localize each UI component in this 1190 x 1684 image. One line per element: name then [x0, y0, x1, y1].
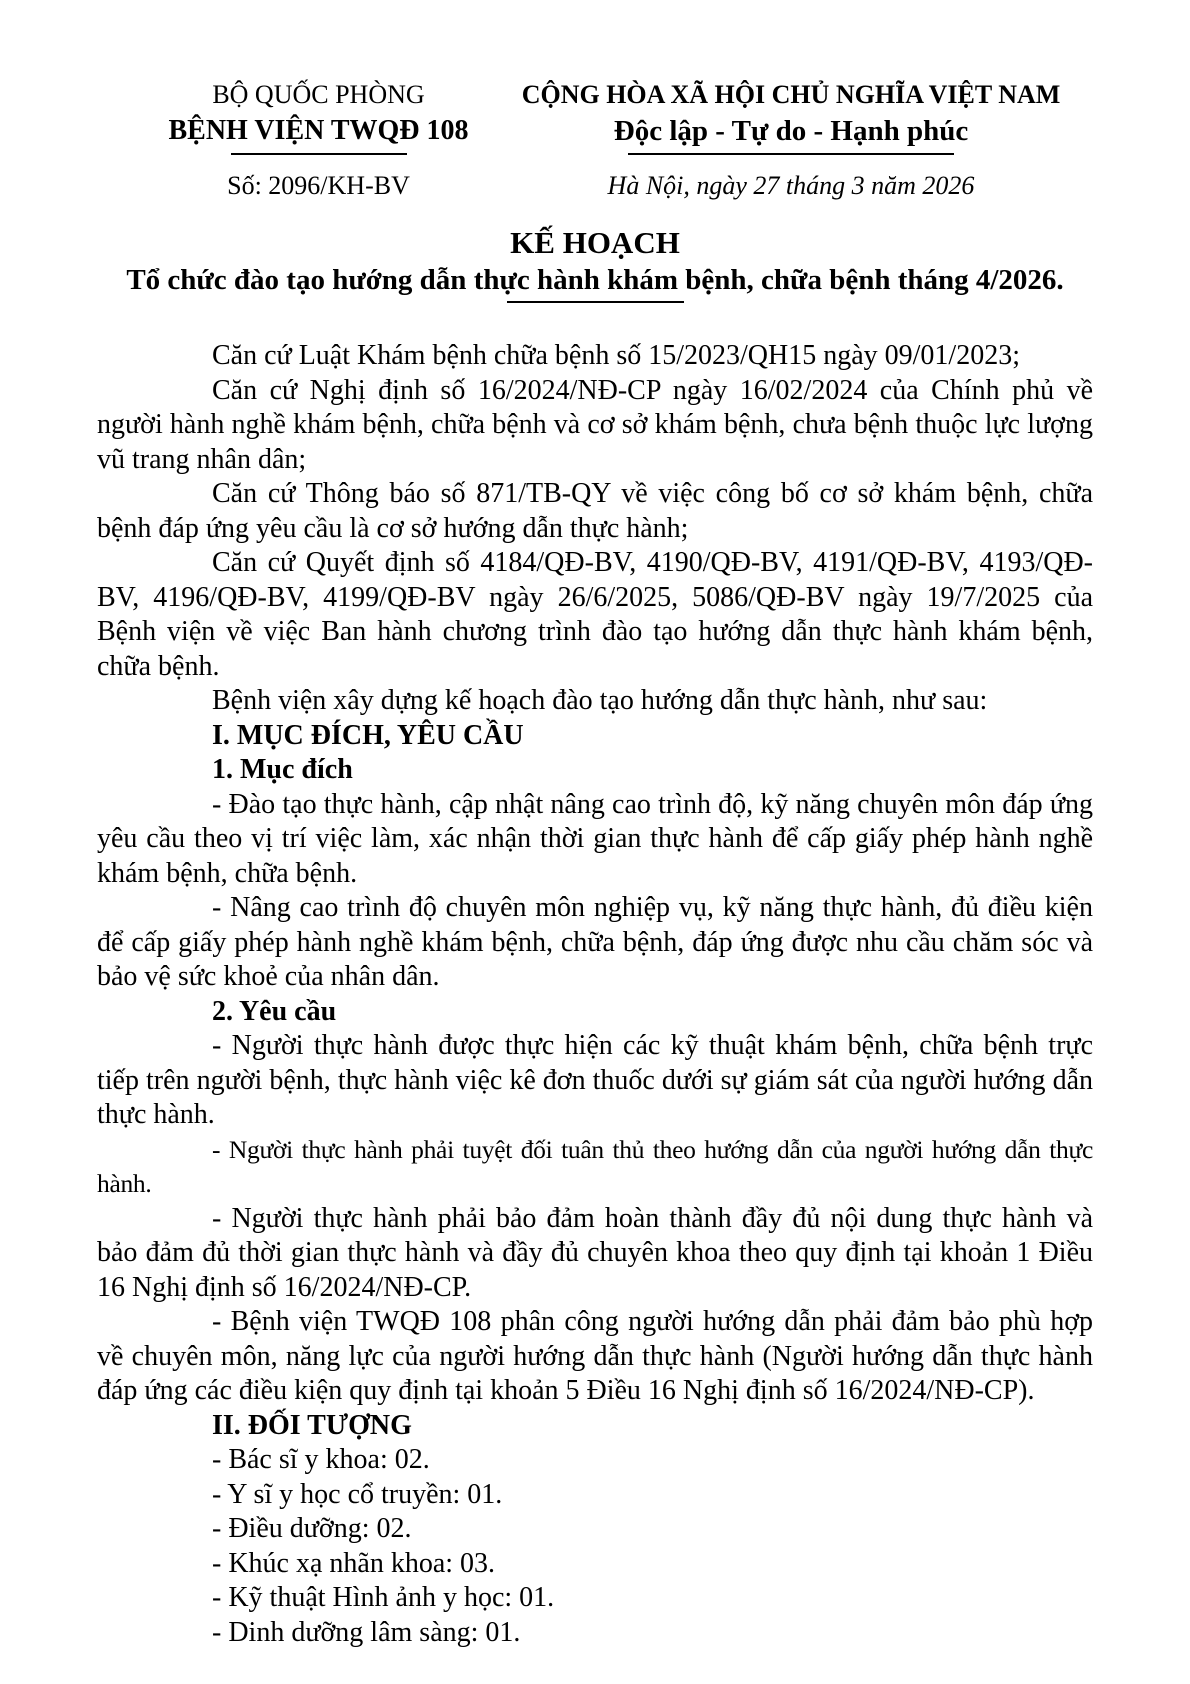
document-header [0, 0, 1190, 224]
paragraph: - Người thực hành được thực hiện các kỹ thuật khám bệnh, chữa bệnh trực tiếp trên người bệnh, thực hành việc kê đơn thuốc dưới sự giám sát của người hướng dẫn thực hành. [97, 1030, 1093, 1130]
org-underline [231, 153, 407, 155]
doc-subtitle: Tổ chức đào tạo hướng dẫn thực hành khám bệnh, chữa bệnh tháng 4/2026. [126, 264, 1064, 296]
paragraph: - Bệnh viện TWQĐ 108 phân công người hướng dẫn phải đảm bảo phù hợp về chuyên môn, năng lực của người hướng dẫn thực hành (Người hướng dẫn thực hành đáp ứng các điều kiện quy định tại khoản 5 Điều 16 Nghị định số 16/2024/NĐ-CP). [97, 1306, 1093, 1406]
section-heading: II. ĐỐI TƯỢNG [212, 1409, 412, 1441]
issuing-org-block [97, 78, 540, 203]
paragraph: Căn cứ Nghị định số 16/2024/NĐ-CP ngày 16/02/2024 của Chính phủ về người hành nghề khám bệnh, chữa bệnh và cơ sở khám bệnh, chưa bệnh thuộc lực lượng vũ trang nhân dân; [97, 374, 1093, 475]
paragraph: Bệnh viện xây dựng kế hoạch đào tạo hướng dẫn thực hành, như sau: [212, 685, 988, 716]
doc-number: Số: 2096/KH-BV [227, 171, 410, 200]
national-title: CỘNG HÒA XÃ HỘI CHỦ NGHĨA VIỆT NAM [521, 80, 1061, 109]
list-item: - Điều dưỡng: 02. [212, 1513, 412, 1544]
list-item: - Dinh dưỡng lâm sàng: 01. [212, 1616, 521, 1648]
paragraph: - Đào tạo thực hành, cập nhật nâng cao trình độ, kỹ năng chuyên môn đáp ứng yêu cầu theo vị trí việc làm, xác nhận thời gian thực hành để cấp giấy phép hành nghề khám bệnh, chữa bệnh. [97, 788, 1093, 889]
motto-underline [628, 153, 954, 155]
paragraph: Căn cứ Quyết định số 4184/QĐ-BV, 4190/QĐ-BV, 4191/QĐ-BV, 4193/QĐ-BV, 4196/QĐ-BV, 4199/QĐ-BV ngày 26/6/2025, 5086/QĐ-BV ngày 19/7/2025 của Bệnh viện về việc Ban hành chương trình đào tạo hướng dẫn thực hành khám bệnh, chữa bệnh. [97, 547, 1093, 682]
paragraph: - Người thực hành phải tuyệt đối tuân thủ theo hướng dẫn của người hướng dẫn thực hành. [97, 1134, 1093, 1198]
title-block [0, 224, 1190, 303]
paragraph: - Nâng cao trình độ chuyên môn nghiệp vụ, kỹ năng thực hành, đủ điều kiện để cấp giấy phép hành nghề khám bệnh, chữa bệnh, đáp ứng được nhu cầu chăm sóc và bảo vệ sức khoẻ của nhân dân. [97, 892, 1093, 992]
national-motto: Độc lập - Tự do - Hạnh phúc [613, 115, 969, 147]
doc-title: KẾ HOẠCH [510, 225, 680, 260]
subsection-heading: 1. Mục đích [212, 754, 353, 785]
paragraph: - Người thực hành phải bảo đảm hoàn thành đầy đủ nội dung thực hành và bảo đảm đủ thời gian thực hành và đầy đủ chuyên khoa theo quy định tại khoản 1 Điều 16 Nghị định số 16/2024/NĐ-CP. [97, 1202, 1093, 1303]
national-block [511, 78, 1071, 203]
paragraph: Căn cứ Thông báo số 871/TB-QY về việc công bố cơ sở khám bệnh, chữa bệnh đáp ứng yêu cầu là cơ sở hướng dẫn thực hành; [97, 478, 1093, 544]
org-name: BỆNH VIỆN TWQĐ 108 [168, 115, 469, 146]
document-body [0, 303, 1190, 1650]
list-item: - Y sĩ y học cổ truyền: 01. [212, 1478, 503, 1510]
subsection-heading: 2. Yêu cầu [212, 995, 337, 1027]
place-date: Hà Nội, ngày 27 tháng 3 năm 2026 [607, 171, 975, 200]
parent-org-name: BỘ QUỐC PHÒNG [212, 80, 425, 109]
list-item: - Kỹ thuật Hình ảnh y học: 01. [212, 1582, 555, 1613]
paragraph: Căn cứ Luật Khám bệnh chữa bệnh số 15/2023/QH15 ngày 09/01/2023; [212, 340, 1020, 371]
list-item: - Bác sĩ y khoa: 02. [212, 1444, 430, 1475]
section-heading: I. MỤC ĐÍCH, YÊU CẦU [212, 719, 524, 751]
list-item: - Khúc xạ nhãn khoa: 03. [212, 1547, 496, 1579]
